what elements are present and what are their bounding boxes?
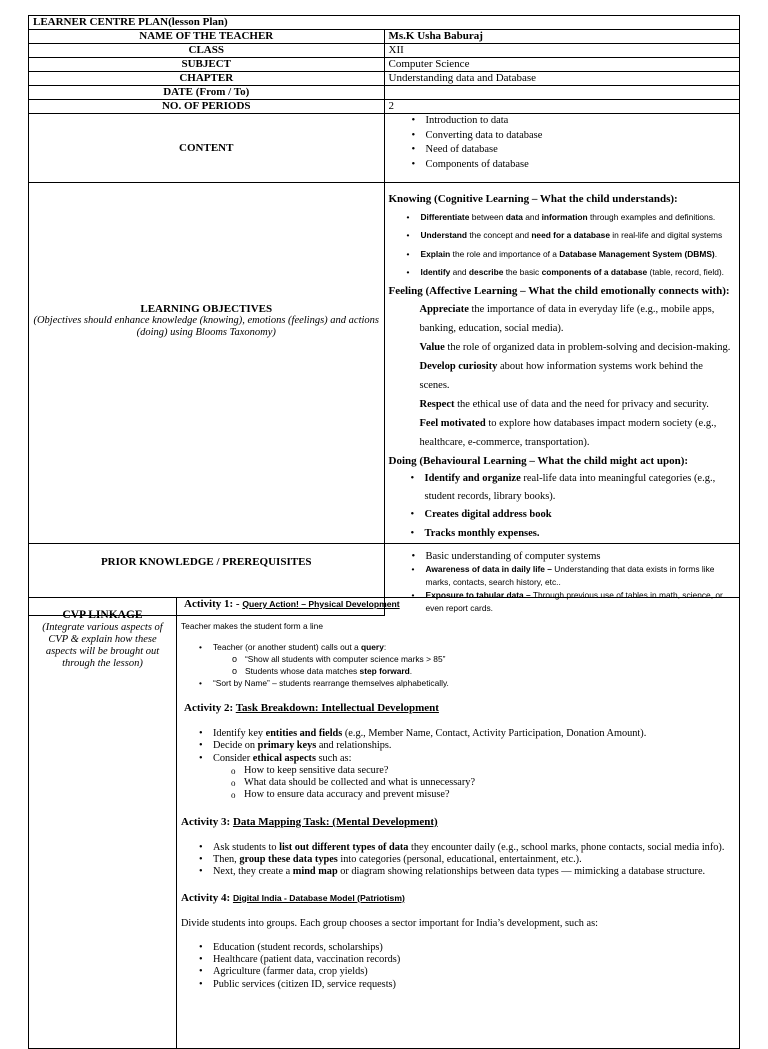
list-item xyxy=(389,300,736,338)
list-item xyxy=(389,338,736,357)
k3-t3: (table, record, field). xyxy=(647,267,725,278)
activity-1-prefix: Activity 1: - xyxy=(184,598,243,610)
k0-b1: Differentiate xyxy=(420,212,470,222)
activity-3-title xyxy=(181,816,735,829)
a1-b1-text: Teacher (or another student) calls out a xyxy=(213,642,362,652)
a3-b1-end: they encounter daily (e.g., school marks, phone contacts, social media info). xyxy=(408,841,725,853)
d0-bold: Identify and organize xyxy=(424,472,521,484)
list-item: • Converting data to database xyxy=(426,129,736,144)
list-item: • Healthcare (patient data, vaccination records) xyxy=(213,954,735,966)
cvp-note: (Integrate various aspects of CVP & explain how these aspects will be brought out through the lesson) xyxy=(42,622,163,669)
f4-text: to explore how databases impact modern society (e.g., healthcare, e-commerce, transportation). xyxy=(419,417,717,448)
content-cell xyxy=(384,114,740,183)
a3-b2-text: Then, xyxy=(213,854,240,866)
k0-t3: through examples and definitions. xyxy=(587,212,716,222)
objectives-row xyxy=(29,183,740,544)
objectives-note: (Objectives should enhance knowledge (knowing), emotions (feelings) and actions (doing) using Blooms Taxonomy) xyxy=(33,315,380,339)
k0-b2: data xyxy=(505,212,523,222)
activity-4-intro: Divide students into groups. Each group chooses a sector important for India’s development, such as: xyxy=(181,917,598,929)
objectives-label-cell xyxy=(29,183,385,544)
subject-row xyxy=(29,58,740,72)
a3-b3-text: Next, they create a xyxy=(213,866,293,878)
activity-3-list xyxy=(181,842,735,879)
list-item xyxy=(389,414,736,452)
chapter-value: Understanding data and Database xyxy=(384,72,740,86)
list-item xyxy=(213,866,735,878)
teacher-label: NAME OF THE TEACHER xyxy=(29,30,385,44)
list-item: • Components of database xyxy=(426,158,736,173)
k2-t1: the role and importance of a xyxy=(450,248,560,259)
k1-b1: Understand xyxy=(420,230,468,241)
activity-1-list xyxy=(181,641,735,689)
a2-b1-end: (e.g., Member Name, Contact, Activity Participation, Donation Amount). xyxy=(342,728,647,739)
a1-b1-end: : xyxy=(383,642,387,652)
list-item xyxy=(213,842,735,854)
k1-b2: need for a database xyxy=(531,230,610,241)
periods-label: NO. OF PERIODS xyxy=(29,100,385,114)
chapter-row xyxy=(29,72,740,86)
content-list xyxy=(389,114,736,172)
teacher-row xyxy=(29,30,740,44)
a3-b3-bold: mind map xyxy=(292,866,338,878)
list-item xyxy=(213,753,735,802)
a2-b2-bold: primary keys xyxy=(257,740,317,752)
a3-b3-end: or diagram showing relationships between data types — mimicking a database structure. xyxy=(337,866,706,878)
activity-4-title xyxy=(181,892,735,905)
a2-b1-bold: entities and fields xyxy=(265,728,343,739)
k0-b3: information xyxy=(541,212,588,222)
activity-1-intro: Teacher makes the student form a line xyxy=(181,621,323,631)
k3-t2: the basic xyxy=(503,267,542,278)
p0-text: Basic understanding of computer systems xyxy=(425,551,601,563)
f1-bold: Value xyxy=(419,341,445,353)
f0-bold: Appreciate xyxy=(419,303,469,315)
d2-bold: Tracks monthly expenses. xyxy=(424,527,540,539)
activity-2-name: Task Breakdown: Intellectual Development xyxy=(235,702,439,714)
f1-text: the role of organized data in problem-solving and decision-making. xyxy=(444,341,731,353)
activity-2-list xyxy=(181,728,735,802)
a2-b1-text: Identify key xyxy=(213,728,266,739)
list-item xyxy=(421,263,736,281)
cvp-row xyxy=(29,598,740,1049)
activity-4-name: Digital India - Database Model (Patriotism) xyxy=(232,892,405,903)
a3-b2-bold: group these data types xyxy=(239,854,338,866)
a3-b1-text: Ask students to xyxy=(213,841,280,853)
p2-bold: Exposure to tabular data – xyxy=(425,590,531,601)
list-item xyxy=(245,665,735,677)
k3-b3: components of a database xyxy=(541,267,648,278)
k2-b2: Database Management System (DBMS) xyxy=(559,248,715,259)
activity-1-name: Query Action! – Physical Development xyxy=(242,599,400,609)
activity-3-prefix: Activity 3: xyxy=(181,815,233,828)
content-label: CONTENT xyxy=(29,114,385,183)
subject-value: Computer Science xyxy=(384,58,740,72)
teacher-value: Ms.K Usha Baburaj xyxy=(384,30,740,44)
periods-value: 2 xyxy=(384,100,740,114)
date-row xyxy=(29,86,740,100)
list-item xyxy=(213,740,735,752)
a2-b2-end: and relationships. xyxy=(316,740,392,752)
k0-t2: and xyxy=(522,212,542,222)
feeling-list xyxy=(389,300,736,452)
a1-sub2-bold: step forward xyxy=(359,666,410,676)
a1-sub2-text: Students whose data matches xyxy=(245,666,360,676)
activity-2-prefix: Activity 2: xyxy=(184,702,236,714)
list-item xyxy=(426,563,736,589)
d1-bold: Creates digital address book xyxy=(424,509,552,521)
activity-1-sublist xyxy=(213,653,735,677)
k0-t1: between xyxy=(469,212,506,222)
list-item: • Education (student records, scholarships) xyxy=(213,942,735,954)
a3-b2-end: into categories (personal, educational, entertainment, etc.). xyxy=(337,854,582,866)
activity-2-sublist xyxy=(213,765,735,802)
f3-bold: Respect xyxy=(419,398,455,410)
activity-4-list xyxy=(181,942,735,991)
d0-text: real-life data into meaningful categories (e.g., student records, library books). xyxy=(424,472,716,503)
f0-text: the importance of data in everyday life (e.g., mobile apps, banking, education, social media). xyxy=(419,303,715,334)
activity-2-title xyxy=(181,702,735,715)
list-item xyxy=(213,641,735,677)
cvp-table xyxy=(28,597,740,1049)
a2-b3-bold: ethical aspects xyxy=(252,752,316,764)
list-item xyxy=(421,208,736,226)
k3-b2: describe xyxy=(468,267,504,278)
list-item xyxy=(213,728,735,740)
p1-bold: Awareness of data in daily life – xyxy=(425,564,552,575)
f4-bold: Feel motivated xyxy=(419,417,486,429)
a1-b1-bold: query xyxy=(361,642,384,652)
list-item: • Need of database xyxy=(426,143,736,158)
list-item xyxy=(425,470,736,507)
list-item: • Introduction to data xyxy=(426,114,736,129)
a2-b3-text: Consider xyxy=(213,752,253,764)
list-item xyxy=(389,395,736,414)
objectives-cell xyxy=(384,183,740,544)
feeling-heading: Feeling (Affective Learning – What the child emotionally connects with): xyxy=(388,284,730,297)
periods-row xyxy=(29,100,740,114)
list-item xyxy=(213,854,735,866)
k3-t1: and xyxy=(450,267,469,278)
list-item: • “Sort by Name” – students rearrange themselves alphabetically. xyxy=(213,677,735,689)
subject-label: SUBJECT xyxy=(29,58,385,72)
cvp-label: CVP LINKAGE xyxy=(62,609,143,621)
knowing-heading: Knowing (Cognitive Learning – What the child understands): xyxy=(388,193,678,205)
list-item xyxy=(426,550,736,563)
list-item: • Public services (citizen ID, service requests) xyxy=(213,979,735,991)
doing-heading: Doing (Behavioural Learning – What the child might act upon): xyxy=(388,454,689,467)
class-value: XII xyxy=(384,44,740,58)
activity-1-title xyxy=(181,598,735,610)
date-label: DATE (From / To) xyxy=(29,86,385,100)
f3-text: the ethical use of data and the need for privacy and security. xyxy=(454,398,709,410)
class-row xyxy=(29,44,740,58)
p2-text: Through previous use of tables in math, science, or even report cards. xyxy=(425,590,723,614)
list-item: o How to ensure data accuracy and prevent misuse? xyxy=(244,789,735,801)
knowing-list xyxy=(389,208,736,282)
class-label: CLASS xyxy=(29,44,385,58)
a1-sub2-end: . xyxy=(409,666,413,676)
k1-t2: in real-life and digital systems xyxy=(609,230,723,241)
list-item: • Agriculture (farmer data, crop yields) xyxy=(213,966,735,978)
k2-b1: Explain xyxy=(420,248,451,259)
date-value xyxy=(384,86,740,100)
doc-title: LEARNER CENTRE PLAN(lesson Plan) xyxy=(29,16,740,30)
f2-text: about how information systems work behind the scenes. xyxy=(419,360,703,391)
prior-label: PRIOR KNOWLEDGE / PREREQUISITES xyxy=(29,544,385,616)
activity-3-name: Data Mapping Task: (Mental Development) xyxy=(232,815,438,828)
list-item: o “Show all students with computer science marks > 85” xyxy=(245,653,735,665)
list-item: o What data should be collected and what is unnecessary? xyxy=(244,777,735,789)
title-row xyxy=(29,16,740,30)
k1-t1: the concept and xyxy=(467,230,532,241)
list-item xyxy=(425,506,736,524)
list-item xyxy=(389,357,736,395)
lesson-plan-table xyxy=(28,15,740,616)
list-item xyxy=(421,245,736,263)
objectives-label: LEARNING OBJECTIVES xyxy=(140,303,273,316)
activity-4-prefix: Activity 4: xyxy=(181,891,233,904)
content-row xyxy=(29,114,740,183)
k2-t2: . xyxy=(714,248,718,259)
a2-b2-text: Decide on xyxy=(213,740,258,752)
cvp-cell xyxy=(177,598,740,1049)
doing-list xyxy=(389,470,736,544)
chapter-label: CHAPTER xyxy=(29,72,385,86)
a2-b3-end: such as: xyxy=(315,752,352,764)
k3-b1: Identify xyxy=(420,267,451,278)
f2-bold: Develop curiosity xyxy=(419,360,498,372)
cvp-label-cell xyxy=(29,598,177,1049)
list-item xyxy=(425,525,736,543)
list-item: o How to keep sensitive data secure? xyxy=(244,765,735,777)
list-item xyxy=(421,226,736,244)
a3-b1-bold: list out different types of data xyxy=(279,841,409,853)
p1-text: Understanding that data exists in forms like marks, contacts, search history, etc.. xyxy=(425,564,715,588)
